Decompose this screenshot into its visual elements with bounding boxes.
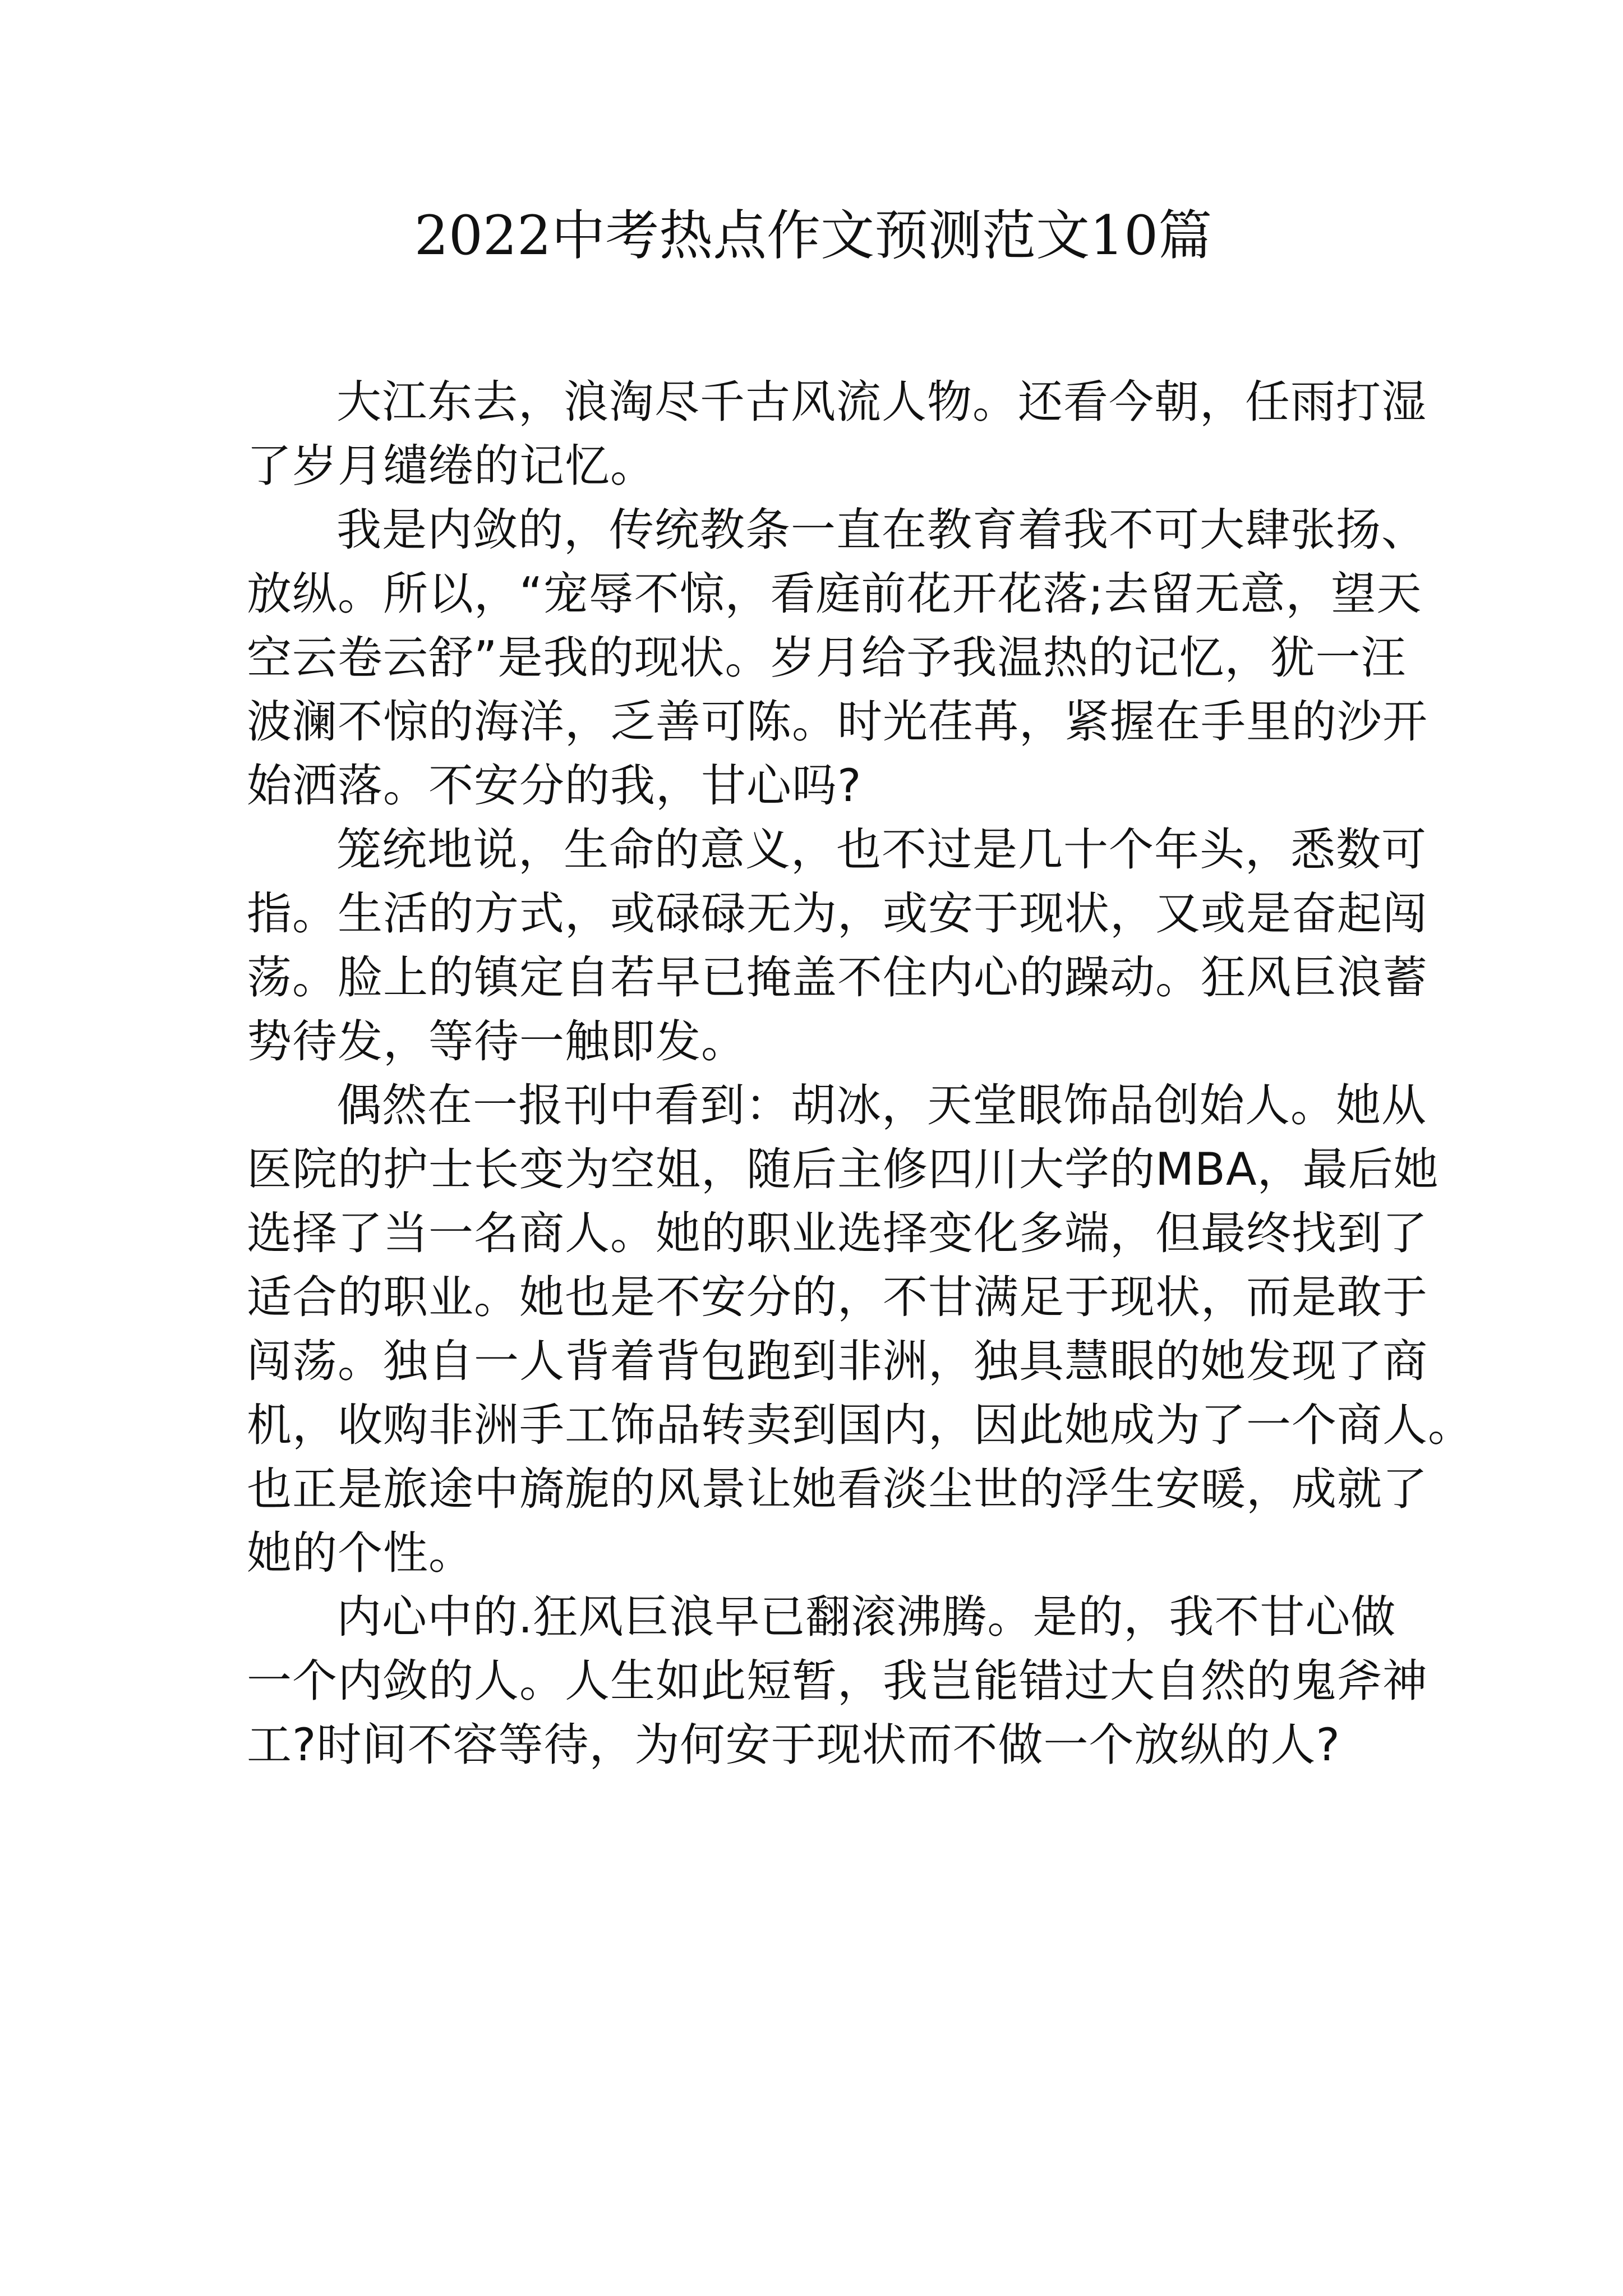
text-line: 始洒落。不安分的我，甘心吗? xyxy=(247,760,862,812)
text-line: 笼统地说，生命的意义，也不过是几十个年头，悉数可 xyxy=(336,823,1427,876)
text-line: 波澜不惊的海洋，乏善可陈。时光荏苒，紧握在手里的沙开 xyxy=(247,696,1428,748)
text-line: 放纵。所以，“宠辱不惊，看庭前花开花落;去留无意，望天 xyxy=(247,568,1422,620)
text-line: 偶然在一报刊中看到：胡冰，天堂眼饰品创始人。她从 xyxy=(336,1079,1427,1131)
text-line: 我是内敛的，传统教条一直在教育着我不可大肆张扬、 xyxy=(336,504,1427,556)
text-line: 指。生活的方式，或碌碌无为，或安于现状，又或是奋起闯 xyxy=(247,887,1428,940)
paragraph-3 xyxy=(247,818,1428,1074)
paragraph-4 xyxy=(247,1074,1473,1585)
text-line: 空云卷云舒”是我的现状。岁月给予我温热的记忆，犹一汪 xyxy=(247,632,1407,684)
text-line: 大江东去，浪淘尽千古风流人物。还看今朝，任雨打湿 xyxy=(336,376,1427,428)
paragraph-2 xyxy=(247,498,1428,818)
text-line: 医院的护士长变为空姐，随后主修四川大学的MBA，最后她 xyxy=(247,1143,1439,1195)
paragraph-5 xyxy=(247,1585,1428,1777)
text-line: 她的个性。 xyxy=(247,1527,474,1579)
text-line: 荡。脸上的镇定自若早已掩盖不住内心的躁动。狂风巨浪蓄 xyxy=(247,951,1428,1004)
document-title: 2022中考热点作文预测范文10篇 xyxy=(414,204,1212,267)
paragraph-1 xyxy=(247,370,1427,498)
text-line: 工?时间不容等待，为何安于现状而不做一个放纵的人? xyxy=(247,1719,1340,1771)
text-line: 势待发，等待一触即发。 xyxy=(247,1015,746,1068)
text-line: 选择了当一名商人。她的职业选择变化多端，但最终找到了 xyxy=(247,1207,1428,1259)
text-line: 闯荡。独自一人背着背包跑到非洲，独具慧眼的她发现了商 xyxy=(247,1335,1428,1387)
text-line: 也正是旅途中旖旎的风景让她看淡尘世的浮生安暖，成就了 xyxy=(247,1463,1428,1515)
text-line: 内心中的.狂风巨浪早已翻滚沸腾。是的，我不甘心做 xyxy=(336,1591,1396,1643)
text-line: 机，收购非洲手工饰品转卖到国内，因此她成为了一个商人。 xyxy=(247,1399,1473,1451)
text-line: 适合的职业。她也是不安分的，不甘满足于现状，而是敢于 xyxy=(247,1271,1428,1323)
text-line: 一个内敛的人。人生如此短暂，我岂能错过大自然的鬼斧神 xyxy=(247,1655,1428,1707)
text-line: 了岁月缱绻的记忆。 xyxy=(247,440,656,492)
document-body xyxy=(247,370,1473,1777)
